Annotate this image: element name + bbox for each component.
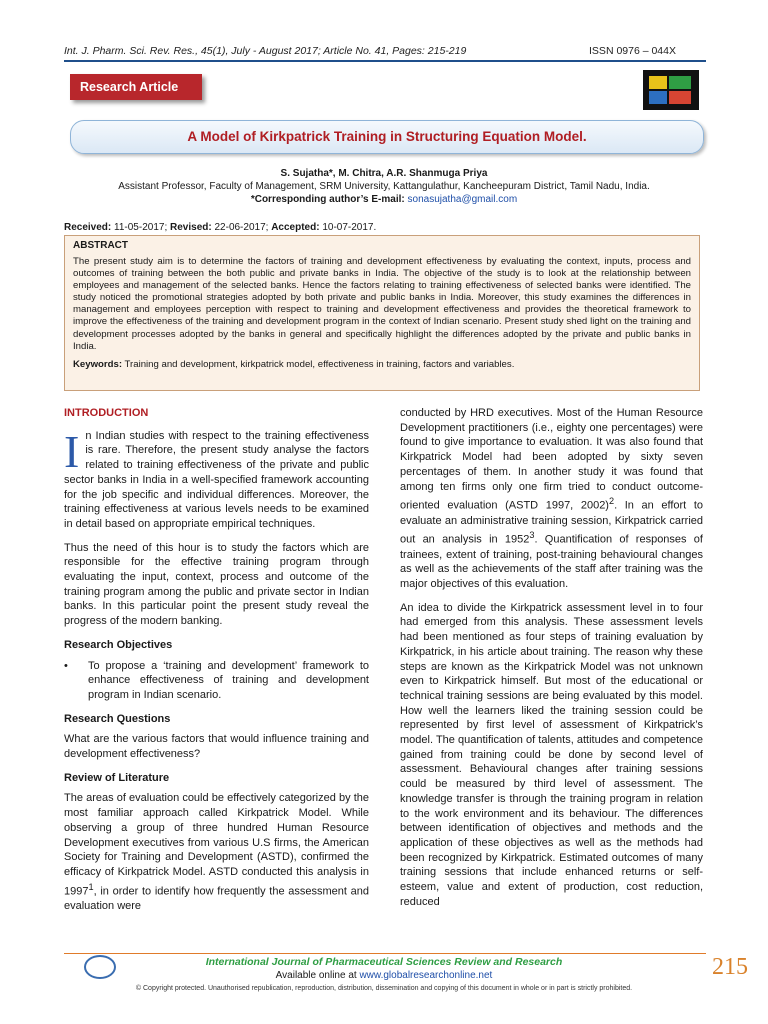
received-date: 11-05-2017; bbox=[114, 222, 168, 233]
review-text-a: The areas of evaluation could be effectively categorized by the most familiar approach called Kirkpatrick Model. While observing a group of three hundred Human Resource Development executives from various U.S firms, the American Society for Training and Development (ASTD), confirmed the efficacy of Kirkpatrick Model. ASTD conducted this analysis in 1997 bbox=[64, 792, 369, 898]
right-p1-a: conducted by HRD executives. Most of the Human Resource Development practitioners (i.e., eighty one percentages) were found to give importance to evaluation. It was also found that Kirkpatrick Model had been adopted by sixty seven percentages of them. In another study it was found that among ten firms only one firm tried to conduct outcome-oriented evaluation (ASTD 1997, 2002) bbox=[400, 407, 703, 512]
available-label: Available online at bbox=[275, 970, 357, 981]
intro-paragraph-2: Thus the need of this hour is to study the factors which are responsible for the effective training program through evaluating the input, context, process and outcome of the training program among the public and private sector in Indian banks. In this particular point the present study reveal the progress of the modern banking. bbox=[64, 541, 369, 628]
footer-divider bbox=[64, 953, 706, 954]
bullet-icon: • bbox=[64, 659, 68, 672]
citation-sup: 2 bbox=[608, 496, 615, 507]
dropcap-letter: I bbox=[64, 425, 80, 477]
footer-journal-name: International Journal of Pharmaceutical Sciences Review and Research bbox=[205, 956, 563, 968]
accepted-label: Accepted: bbox=[271, 222, 320, 233]
abstract-box bbox=[64, 235, 700, 391]
journal-citation: Int. J. Pharm. Sci. Rev. Res., 45(1), July - August 2017; Article No. 41, Pages: 215-219 bbox=[64, 45, 467, 57]
intro-paragraph-1 bbox=[64, 425, 369, 532]
abstract-heading: ABSTRACT bbox=[73, 240, 128, 251]
received-label: Received: bbox=[64, 222, 112, 233]
affiliation: Assistant Professor, Faculty of Management, SRM University, Kattangulathur, Kancheepuram District, Tamil Nadu, India. bbox=[118, 181, 650, 192]
right-p1-c: . Quantification of responses of trainees, extent of training, post-training behavioural changes as well as the achievements of the staff after training was the major objectives of this evaluation. bbox=[400, 533, 703, 591]
right-column bbox=[400, 406, 703, 919]
right-p1-b: . In an effort to evaluate an administrative training session, Kirkpatrick carried out an analysis in 1952 bbox=[400, 499, 703, 546]
page-number: 215 bbox=[712, 954, 748, 980]
corresponding-author bbox=[0, 194, 768, 205]
objective-text: To propose a ‘training and development’ framework to enhance effectiveness of training and development program in Indian scenario. bbox=[88, 659, 369, 701]
citation-sup: 1 bbox=[88, 881, 94, 892]
citation-sup: 3 bbox=[529, 530, 535, 541]
right-paragraph-1 bbox=[400, 406, 703, 592]
footer-availability bbox=[0, 970, 768, 981]
right-paragraph-2: An idea to divide the Kirkpatrick assessment level in to four had emerged from this analysis. These assessment levels had been mentioned as four steps of training evaluation by Kirkpatrick, in his article about training. The reason why these steps are known as the Kirkpatrick Model was not unknown even to Kirkpatrick himself. But most of the educational or technical training sessions are being evaluated by this model. How well the learners liked the training session could be represented by first level of assessment of Kirkpatrick’s model. The quantification of talents, attitudes and competence gained from training could be done by second level of assessment. Behavioural changes after training sessions could be measured by third level of assessment. The knowledge transfer is through the training program in relation to the work environment and its behaviour. The differences between identification of objectives and methods and the application of these objectives as well as the methods had been recognized by Kirkpatrick. Estimated outcomes of many training sessions that include enhanced returns or self-esteem, value and extent of production, cost reduction, reduced bbox=[400, 601, 703, 908]
list-item bbox=[64, 659, 369, 703]
paper-title: A Model of Kirkpatrick Training in Structuring Equation Model. bbox=[70, 120, 704, 154]
revised-date: 22-06-2017; bbox=[214, 222, 269, 233]
issn: ISSN 0976 – 044X bbox=[589, 45, 676, 57]
dates-line bbox=[64, 222, 376, 233]
review-heading: Review of Literature bbox=[64, 771, 170, 784]
article-type-badge: Research Article bbox=[70, 74, 202, 100]
authors: S. Sujatha*, M. Chitra, A.R. Shanmuga Priya bbox=[280, 168, 488, 179]
corr-email-link[interactable]: sonasujatha@gmail.com bbox=[407, 194, 518, 205]
copyright-notice: © Copyright protected. Unauthorised republication, reproduction, distribution, dissemination and copying of this document in whole or in part is strictly prohibited. bbox=[135, 985, 633, 992]
left-column bbox=[64, 406, 369, 923]
research-questions-heading: Research Questions bbox=[64, 712, 171, 725]
accepted-date: 10-07-2017. bbox=[322, 222, 377, 233]
revised-label: Revised: bbox=[170, 222, 212, 233]
corr-label: *Corresponding author’s E-mail: bbox=[250, 194, 405, 205]
header-divider bbox=[64, 60, 706, 62]
intro-paragraph-1-text: n Indian studies with respect to the training effectiveness is rare. Therefore, the present study analyse the factors related to training effectiveness of the private and public sector banks in India in a well-specified framework accounting for the job specific and individual differences. Moreover, the training effectiveness at various levels needs to be examined in detail based on appropriate empirical techniques. bbox=[64, 429, 369, 530]
research-objectives-heading: Research Objectives bbox=[64, 638, 173, 651]
journal-website-link[interactable]: www.globalresearchonline.net bbox=[359, 970, 493, 981]
introduction-heading: INTRODUCTION bbox=[64, 407, 149, 419]
research-question-text: What are the various factors that would influence training and development effectiveness? bbox=[64, 733, 369, 761]
review-text-b: , in order to identify how frequently the assessment and evaluation were bbox=[64, 885, 369, 913]
keywords bbox=[73, 359, 691, 370]
journal-logo bbox=[643, 70, 699, 110]
keywords-label: Keywords: bbox=[73, 358, 123, 370]
keywords-text: Training and development, kirkpatrick model, effectiveness in training, factors and variables. bbox=[124, 358, 515, 370]
abstract-text: The present study aim is to determine the factors of training and development effectiveness by evaluating the context, inputs, process and outcomes of training between the both public and private banks in India. The objective of the study is to look at the relationship between employees and management of the selected banks. Hence the factors relating to training effectiveness of selected banks were identified. The study noticed the promotional strategies adopted by both private and public banks in India. Moreover, this study examines the differences in management and employees perception with respect to training and development effectiveness and provides the theoretical framework to improve the effectiveness of the training and development program in the context of Indian scenario. Present study shed light on the training and development processes adopted by the banks in general and specifically highlight the differences adopted by the private and public banks in India. bbox=[73, 256, 691, 352]
review-paragraph bbox=[64, 791, 369, 913]
